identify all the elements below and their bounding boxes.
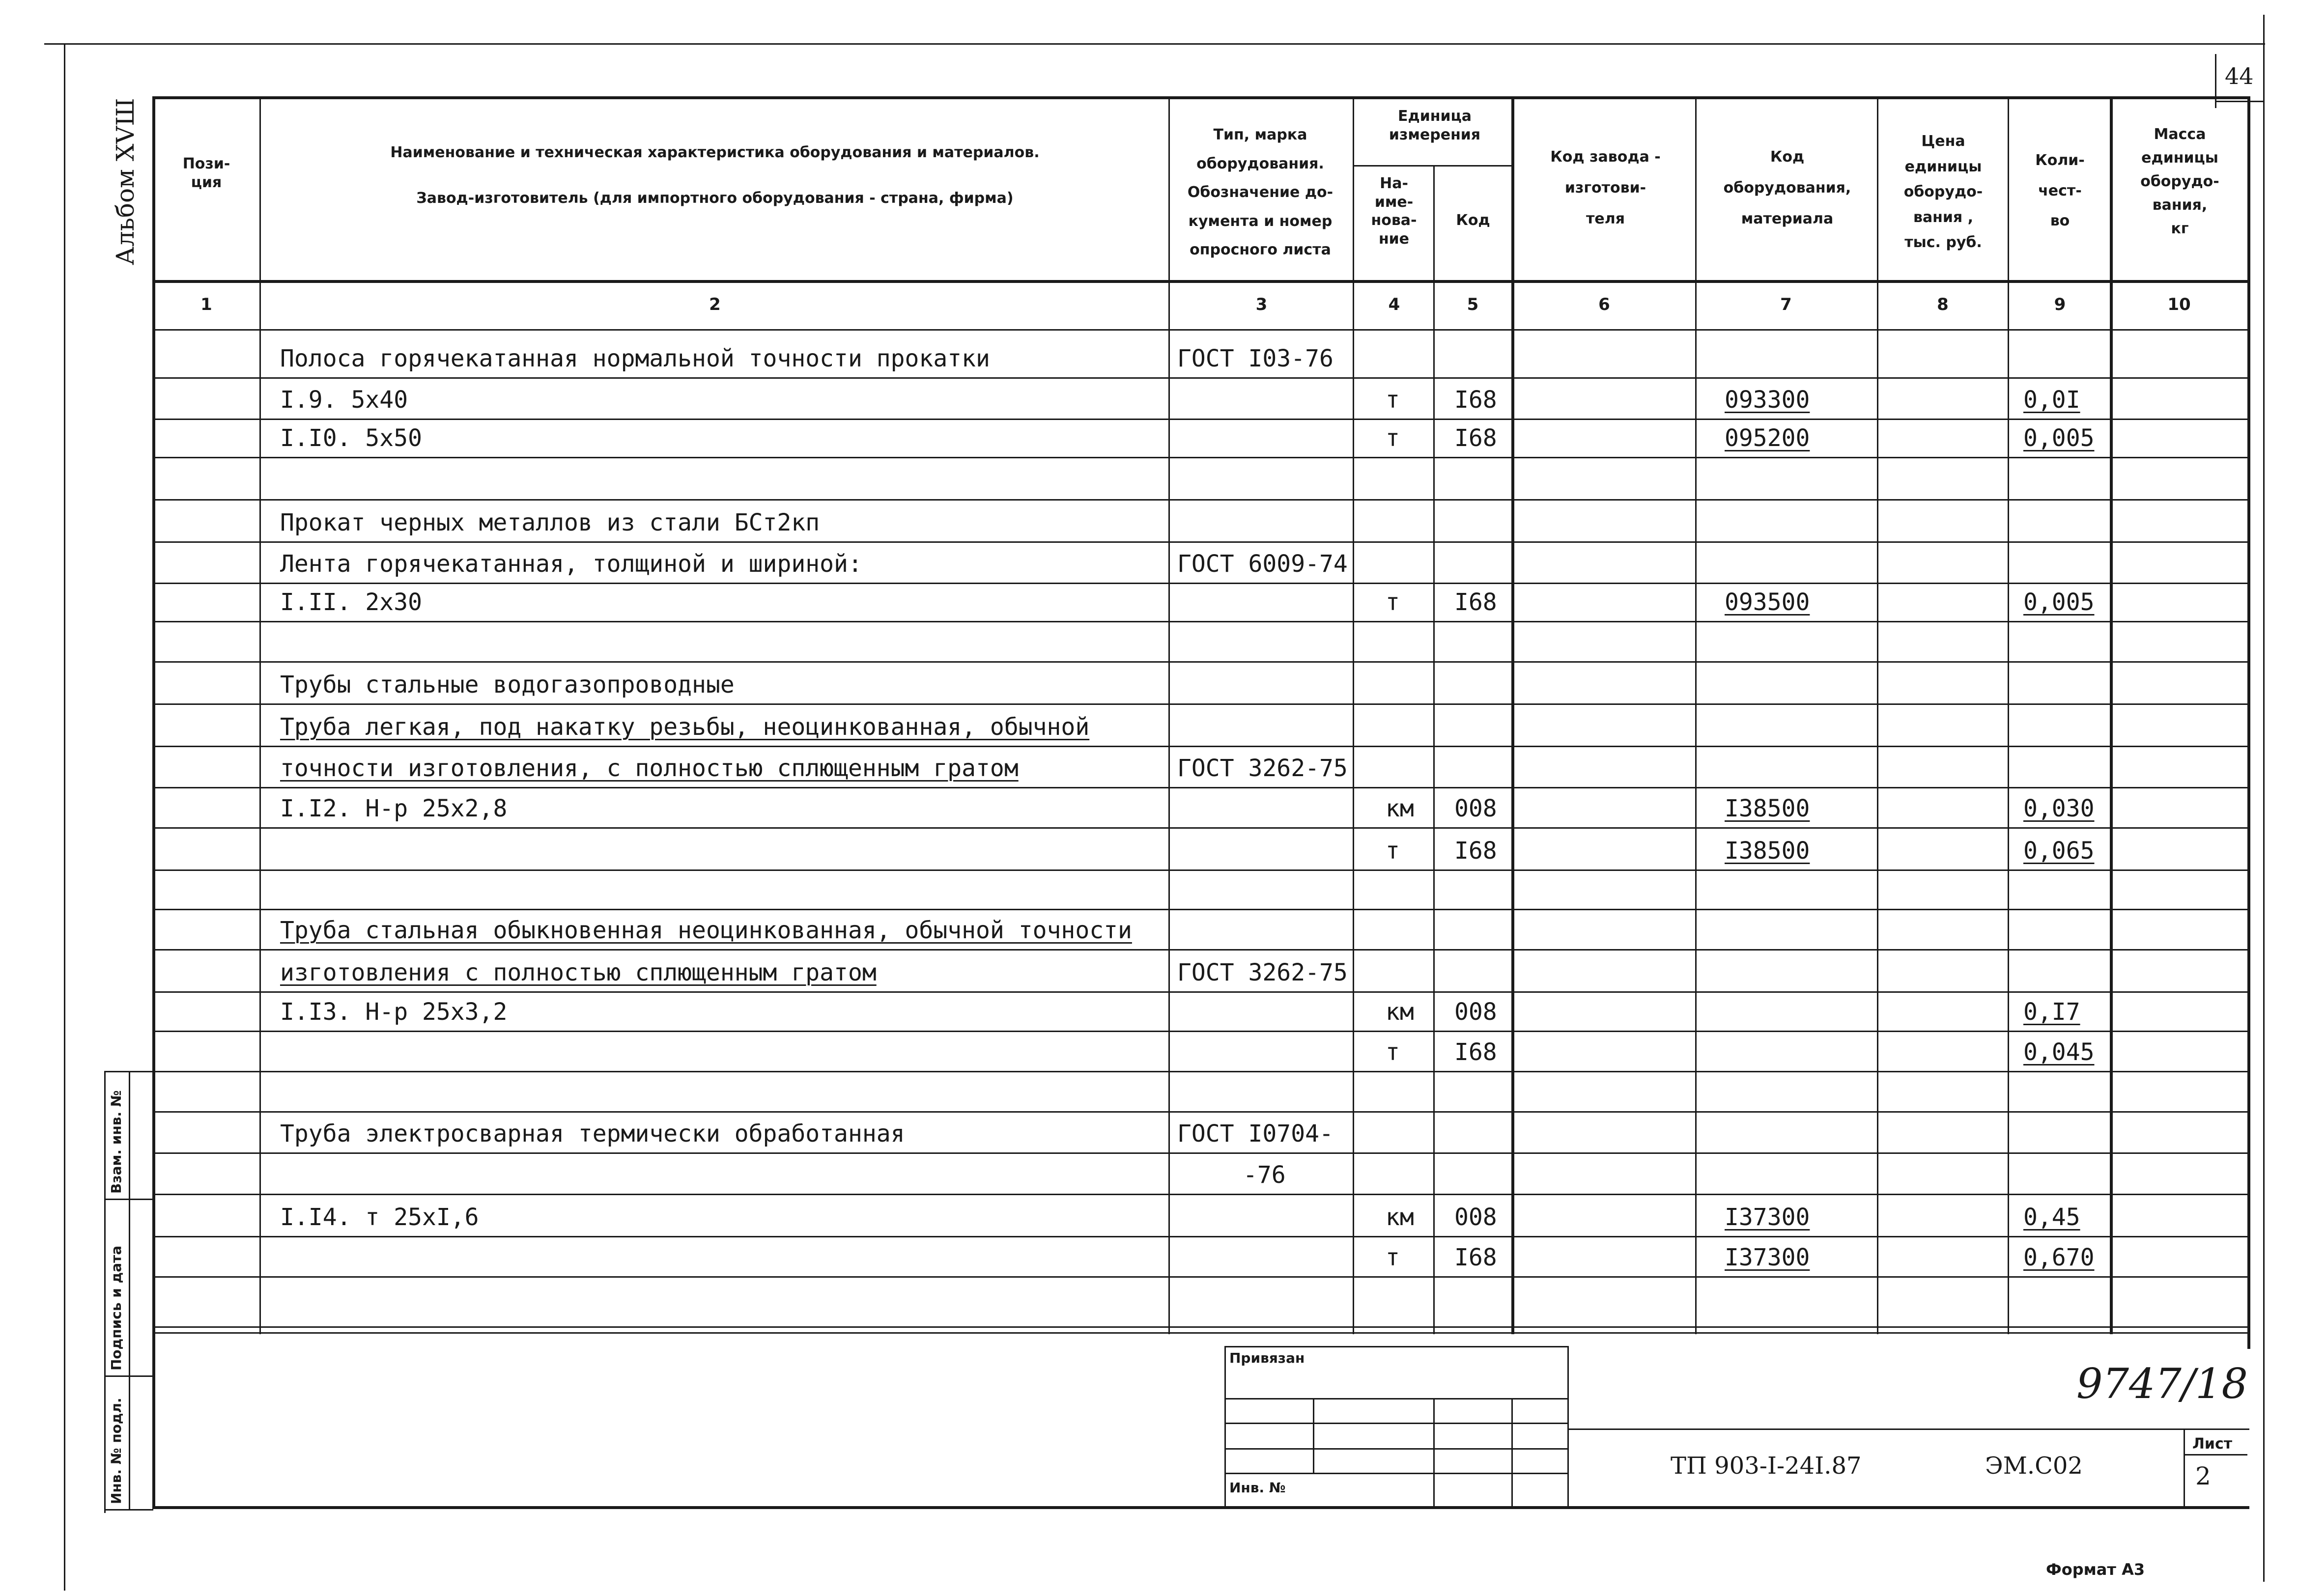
row-material-code: I38500 xyxy=(1725,795,1810,822)
col-divider-7 xyxy=(1877,96,1878,1334)
row-name: Полоса горячекатанная нормальной точности прокатки xyxy=(280,345,990,372)
row-material-code: I37300 xyxy=(1725,1204,1810,1231)
colnum-7: 7 xyxy=(1780,295,1792,314)
colnum-4: 4 xyxy=(1388,295,1400,314)
row-separator xyxy=(152,621,2249,622)
row-separator xyxy=(152,949,2249,951)
col-divider-4 xyxy=(1433,165,1435,1334)
row-unit-code: I68 xyxy=(1454,837,1497,865)
side-stamp-left xyxy=(104,1071,106,1513)
row-material-code: 093300 xyxy=(1725,386,1810,414)
col-divider-1 xyxy=(259,96,261,1334)
attached-box-row1 xyxy=(1224,1398,1568,1400)
row-material-code: I38500 xyxy=(1725,837,1810,865)
colnum-3: 3 xyxy=(1255,295,1268,314)
row-separator xyxy=(152,827,2249,829)
page-number-box-bottom xyxy=(2215,101,2264,102)
row-name: точности изготовления, с полностью сплющенным гратом xyxy=(280,755,1019,782)
colnum-5: 5 xyxy=(1467,295,1479,314)
unit-group-divider xyxy=(1353,165,1511,167)
header-mass: Масса единицы оборудо- вания, кг xyxy=(2140,126,2219,237)
side-label-replaced-inv: Взам. инв. № xyxy=(108,1090,124,1194)
row-separator xyxy=(152,703,2249,705)
row-material-code: I37300 xyxy=(1725,1244,1810,1271)
row-type: ГОСТ 3262-75 xyxy=(1177,959,1348,986)
row-name: I.II. 2x30 xyxy=(280,588,422,616)
row-separator xyxy=(152,746,2249,747)
sheet-box-divider xyxy=(2184,1454,2247,1456)
header-unit-code: Код xyxy=(1456,212,1490,229)
attached-box-left xyxy=(1224,1346,1226,1508)
side-stamp-bottom xyxy=(104,1509,153,1511)
stamp-attached-label: Привязан xyxy=(1229,1350,1305,1366)
album-label: Альбом XVШ xyxy=(111,98,140,265)
page-number-box-left xyxy=(2215,54,2216,108)
row-name: изготовления с полностью сплющенным гратом xyxy=(280,959,877,986)
row-quantity: 0,030 xyxy=(2023,795,2095,822)
table-left-border xyxy=(152,96,155,1509)
col-divider-8 xyxy=(2008,96,2009,1334)
col-divider-5 xyxy=(1511,96,1514,1334)
row-type: ГОСТ I03-76 xyxy=(1177,345,1333,372)
attached-box-right xyxy=(1567,1346,1569,1508)
header-factory-code: Код завода - изготови- теля xyxy=(1550,148,1661,227)
row-separator xyxy=(152,1326,2249,1328)
doc-code: ТП 903-I-24I.87 xyxy=(1671,1452,1862,1480)
row-separator xyxy=(152,583,2249,584)
header-name-line1: Наименование и техническая характеристика оборудования и материалов. xyxy=(390,144,1040,161)
row-quantity: 0,45 xyxy=(2023,1204,2080,1231)
row-separator xyxy=(152,1236,2249,1237)
row-unit-code: 008 xyxy=(1454,795,1497,822)
row-quantity: 0,045 xyxy=(2023,1038,2095,1066)
row-material-code: 093500 xyxy=(1725,588,1810,616)
row-separator xyxy=(152,419,2249,420)
row-unit: т xyxy=(1386,1244,1400,1271)
col-divider-6 xyxy=(1695,96,1697,1334)
handwritten-number: 9747/18 xyxy=(2076,1360,2248,1408)
colnum-8: 8 xyxy=(1937,295,1949,314)
row-type: ГОСТ 6009-74 xyxy=(1177,550,1348,578)
header-type: Тип, марка оборудования. Обозначение до- кумента и номер опросного листа xyxy=(1187,126,1333,258)
side-label-inv-original: Инв. № подл. xyxy=(108,1398,124,1504)
row-name: I.I2. Н-р 25x2,8 xyxy=(280,795,508,822)
row-type: ГОСТ I0704- xyxy=(1177,1120,1333,1148)
row-separator xyxy=(152,991,2249,993)
row-separator xyxy=(152,1111,2249,1113)
row-unit-code: I68 xyxy=(1454,1244,1497,1271)
row-separator xyxy=(152,1152,2249,1154)
page-number: 44 xyxy=(2225,63,2254,89)
row-separator xyxy=(152,1071,2249,1072)
colnum-9: 9 xyxy=(2054,295,2066,314)
row-separator xyxy=(152,1194,2249,1195)
header-bottom-border xyxy=(152,280,2250,283)
stamp-inv-label: Инв. № xyxy=(1229,1480,1286,1496)
row-name: Труба электросварная термически обработанная xyxy=(280,1120,905,1148)
row-unit: т xyxy=(1386,588,1400,616)
row-separator xyxy=(152,909,2249,910)
col-divider-3 xyxy=(1353,96,1354,1334)
header-material-code: Код оборудования, материала xyxy=(1723,148,1851,227)
row-name: Прокат черных металлов из стали БСт2кп xyxy=(280,509,820,536)
row-type: -76 xyxy=(1243,1161,1286,1189)
stamp-bottom-line xyxy=(152,1506,2249,1509)
row-separator xyxy=(152,869,2249,871)
row-unit-code: 008 xyxy=(1454,998,1497,1026)
sheet-label: Лист xyxy=(2192,1435,2233,1453)
attached-box-top xyxy=(1224,1346,1568,1347)
colnum-10: 10 xyxy=(2167,295,2191,314)
header-quantity: Коли- чест- во xyxy=(2035,152,2085,229)
row-name: I.9. 5x40 xyxy=(280,386,408,414)
row-separator xyxy=(152,457,2249,458)
header-unit-group: Единица измерения xyxy=(1389,108,1481,143)
row-quantity: 0,065 xyxy=(2023,837,2095,865)
sheet-number: 2 xyxy=(2195,1462,2211,1490)
row-name: I.I4. т 25xI,6 xyxy=(280,1204,479,1231)
header-unit-name: На- име- нова- ние xyxy=(1371,175,1417,248)
row-quantity: 0,I7 xyxy=(2023,998,2080,1026)
row-separator xyxy=(152,787,2249,788)
row-unit-code: 008 xyxy=(1454,1204,1497,1231)
row-type: ГОСТ 3262-75 xyxy=(1177,755,1348,782)
outer-border-left xyxy=(64,43,65,1591)
header-name-line2: Завод-изготовитель (для импортного оборудования - страна, фирма) xyxy=(416,190,1014,207)
outer-border-right xyxy=(2263,15,2265,1582)
row-unit: км xyxy=(1386,1204,1414,1231)
row-name: Лента горячекатанная, толщиной и шириной: xyxy=(280,550,862,578)
attached-box-row3 xyxy=(1224,1448,1568,1450)
side-label-signature-date: Подпись и дата xyxy=(108,1245,124,1371)
row-unit-code: I68 xyxy=(1454,1038,1497,1066)
attached-box-col1 xyxy=(1313,1398,1314,1473)
row-unit: т xyxy=(1386,1038,1400,1066)
stamp-top-line xyxy=(152,1332,2249,1334)
col-divider-2 xyxy=(1168,96,1170,1334)
outer-border-top xyxy=(44,43,2265,45)
attached-box-col3 xyxy=(1511,1398,1513,1508)
row-name: I.I3. Н-р 25x3,2 xyxy=(280,998,508,1026)
format-label: Формат А3 xyxy=(2046,1560,2145,1579)
table-right-border xyxy=(2247,96,2250,1349)
title-area-top xyxy=(1567,1428,2249,1430)
row-unit-code: I68 xyxy=(1454,424,1497,452)
row-unit-code: I68 xyxy=(1454,588,1497,616)
row-name: Труба легкая, под накатку резьбы, неоцинкованная, обычной xyxy=(280,713,1090,741)
attached-box-row2 xyxy=(1224,1423,1568,1424)
row-separator xyxy=(152,1276,2249,1278)
row-name: Труба стальная обыкновенная неоцинкованная, обычной точности xyxy=(280,917,1132,944)
colnum-1: 1 xyxy=(200,295,212,314)
table-top-border xyxy=(152,96,2250,99)
row-quantity: 0,670 xyxy=(2023,1244,2095,1271)
colnum-2: 2 xyxy=(709,295,721,314)
header-position: Пози- ция xyxy=(182,155,230,191)
header-price: Цена единицы оборудо- вания , тыс. руб. xyxy=(1903,133,1983,252)
row-separator xyxy=(152,499,2249,501)
attached-box-row4 xyxy=(1224,1473,1568,1474)
colnum-bottom-border xyxy=(152,329,2250,331)
colnum-6: 6 xyxy=(1598,295,1610,314)
row-quantity: 0,005 xyxy=(2023,588,2095,616)
row-quantity: 0,0I xyxy=(2023,386,2080,414)
row-unit: км xyxy=(1386,998,1414,1026)
row-quantity: 0,005 xyxy=(2023,424,2095,452)
row-unit: т xyxy=(1386,837,1400,865)
row-name: I.I0. 5x50 xyxy=(280,424,422,452)
row-separator xyxy=(152,1031,2249,1032)
side-stamp-inner xyxy=(129,1071,130,1509)
row-unit: т xyxy=(1386,424,1400,452)
row-unit: т xyxy=(1386,386,1400,414)
row-separator xyxy=(152,541,2249,543)
sheet-box-left xyxy=(2184,1428,2185,1507)
row-separator xyxy=(152,661,2249,663)
row-material-code: 095200 xyxy=(1725,424,1810,452)
row-unit-code: I68 xyxy=(1454,386,1497,414)
row-separator xyxy=(152,377,2249,379)
doc-mark: ЭМ.С02 xyxy=(1985,1452,2083,1480)
attached-box-col2 xyxy=(1433,1398,1435,1508)
row-unit: км xyxy=(1386,795,1414,822)
row-name: Трубы стальные водогазопроводные xyxy=(280,671,735,699)
col-divider-9 xyxy=(2110,96,2113,1334)
